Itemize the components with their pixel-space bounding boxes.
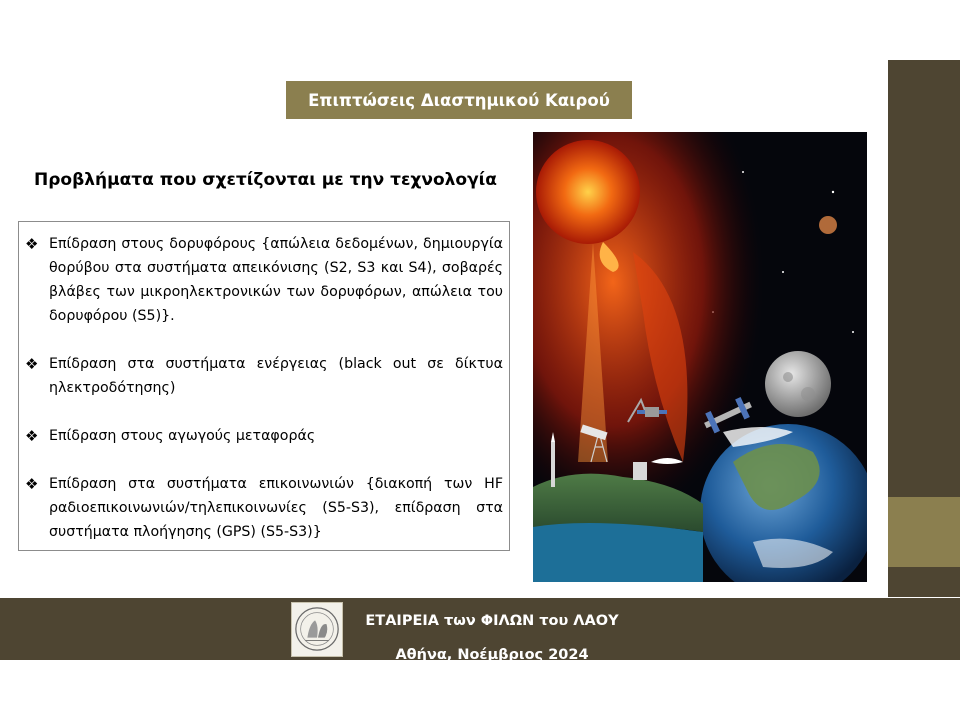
space-weather-illustration: [533, 132, 867, 582]
satellite: [645, 407, 659, 417]
bullet-text: Επίδραση στους δορυφόρους {απώλεια δεδομένων, δημιουργία θορύβου στα συστήματα απεικόνισης (S2, S3 και S4), σοβαρές βλάβες των μικροηλεκτρονικών των δορυφόρων, απώλεια του δορυφόρου (S5)}.: [49, 236, 503, 324]
slide-title: Επιπτώσεις Διαστημικού Καιρού: [286, 81, 632, 119]
diamond-bullet-icon: ❖: [25, 235, 39, 253]
bullet-item: [25, 352, 503, 400]
bullet-list: [18, 221, 510, 551]
footer-text: [362, 604, 622, 672]
side-band-accent: [888, 497, 960, 567]
bullet-item: [25, 424, 503, 448]
bullet-text: Επίδραση στους αγωγούς μεταφοράς: [49, 428, 316, 444]
diamond-bullet-icon: ❖: [25, 355, 39, 373]
moon: [765, 351, 831, 417]
sea: [533, 523, 703, 582]
diamond-bullet-icon: ❖: [25, 427, 39, 445]
slide-subtitle: Προβλήματα που σχετίζονται με την τεχνολογία: [34, 170, 497, 190]
place-date: Αθήνα, Νοέμβριος 2024: [395, 647, 589, 663]
organization-name: ΕΤΑΙΡΕΙΑ των ΦΙΛΩΝ του ΛΑΟΥ: [365, 613, 619, 629]
bullet-text: Επίδραση στα συστήματα ενέργειας (black out σε δίκτυα ηλεκτροδότησης): [49, 356, 503, 396]
building: [633, 462, 647, 480]
sun: [536, 140, 640, 244]
mars-planet: [819, 216, 837, 234]
bullet-item: [25, 472, 503, 544]
rocket: [551, 442, 555, 487]
bullet-text: Επίδραση στα συστήματα επικοινωνιών {διακοπή των HF ραδιοεπικοινωνιών/τηλεπικοινωνίες (S5-S3), επίδραση στα συστήματα πλοήγησης (GPS) (S5-S3)}: [49, 476, 503, 540]
side-band-top: [888, 60, 960, 497]
diamond-bullet-icon: ❖: [25, 475, 39, 493]
society-seal-logo: [291, 602, 343, 657]
bullet-item: [25, 232, 503, 328]
side-band-bottom: [888, 567, 960, 597]
